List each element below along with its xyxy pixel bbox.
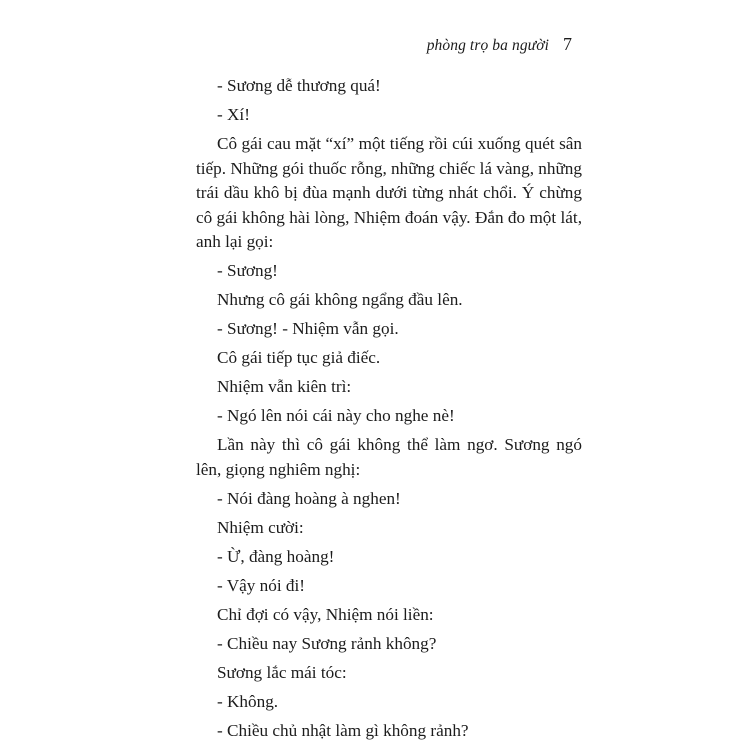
paragraph-6: - Sương! - Nhiệm vẫn gọi. [217, 319, 399, 339]
paragraph-11: - Nói đàng hoàng à nghen! [217, 488, 401, 508]
running-header [427, 34, 572, 55]
paragraph-9: - Ngó lên nói cái này cho nghe nè! [217, 406, 455, 426]
paragraph-15: Chỉ đợi có vậy, Nhiệm nói liền: [217, 604, 434, 624]
paragraph-2: - Xí! [217, 104, 250, 124]
paragraph-18: - Không. [217, 691, 279, 711]
body-text [196, 74, 582, 743]
paragraph-19: - Chiều chủ nhật làm gì không rảnh? [217, 720, 469, 740]
paragraph-7: Cô gái tiếp tục giả điếc. [217, 348, 381, 368]
paragraph-13: - Ừ, đàng hoàng! [217, 546, 335, 566]
paragraph-8: Nhiệm vẫn kiên trì: [217, 377, 352, 397]
paragraph-12: Nhiệm cười: [217, 517, 304, 537]
paragraph-17: Sương lắc mái tóc: [217, 662, 347, 682]
paragraph-14: - Vậy nói đi! [217, 575, 305, 595]
paragraph-5: Nhưng cô gái không ngẩng đầu lên. [217, 290, 463, 310]
paragraph-10: Lần này thì cô gái không thể làm ngơ. Sương ngó lên, giọng nghiêm nghị: [196, 435, 582, 479]
paragraph-3: Cô gái cau mặt “xí” một tiếng rồi cúi xuống quét sân tiếp. Những gói thuốc rỗng, những chiếc lá vàng, những trái dầu khô bị đùa mạnh dưới từng nhát chổi. Ý chừng cô gái không hài lòng, Nhiệm đoán vậy. Đắn đo một lát, anh lại gọi: [196, 133, 582, 252]
header-title: phòng trọ ba người [426, 37, 549, 54]
paragraph-4: - Sương! [217, 261, 278, 281]
page-number: 7 [563, 34, 572, 54]
paragraph-16: - Chiều nay Sương rảnh không? [217, 633, 437, 653]
paragraph-1: - Sương dễ thương quá! [217, 76, 381, 95]
